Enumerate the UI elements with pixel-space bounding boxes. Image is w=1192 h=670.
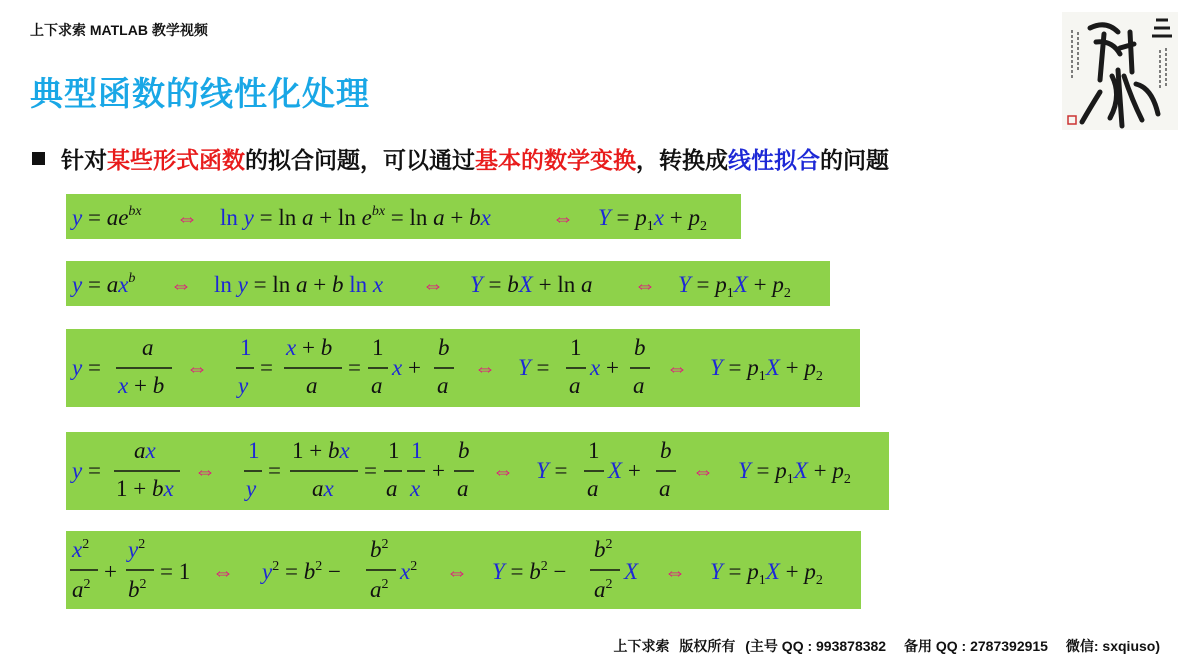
bullet-text-1: 针对 — [61, 147, 107, 173]
svg-text:=: = — [348, 355, 361, 380]
bullet-highlight-functions: 某些形式函数 — [107, 147, 245, 173]
svg-text:⇔: ⇔ — [634, 272, 656, 297]
svg-text:x + b: x + b — [118, 373, 165, 398]
footer-rights: 版权所有 — [679, 638, 736, 654]
slide-title: 典型函数的线性化处理 — [30, 75, 370, 112]
svg-text:ax: ax — [134, 438, 156, 463]
bullet-text-4: 的问题 — [820, 147, 889, 173]
svg-text:=: = — [260, 355, 273, 380]
bullet-highlight-transform: 基本的数学变换 — [475, 147, 636, 173]
svg-text:y = aebx: $y = ae^{bx}$ — [72, 204, 142, 230]
svg-text:y = axb: $y = ax^b$ — [72, 271, 136, 297]
svg-text:1 + bx: 1 + bx — [292, 438, 350, 463]
svg-text:a: a — [633, 373, 645, 398]
svg-text:1: 1 — [588, 438, 600, 463]
svg-text:⇔: ⇔ — [186, 355, 208, 380]
svg-text:Y = p1x + p2: $Y = p_1x + p_2$ — [598, 205, 707, 234]
svg-text:⇔: ⇔ — [692, 458, 714, 483]
svg-text:y: y — [246, 476, 257, 501]
svg-text:1: 1 — [248, 438, 260, 463]
equation-box-ellipse — [66, 531, 861, 609]
svg-text:x2: $x^2$ — [400, 559, 418, 584]
svg-text:⇔: ⇔ — [176, 205, 198, 230]
svg-text:Y =: Y = — [536, 458, 568, 483]
svg-text:X +: X + — [608, 458, 641, 483]
svg-text:+: + — [104, 559, 117, 584]
svg-text:Y = b2 −: $Y = b^2$ − — [492, 559, 567, 584]
copyright-footer — [613, 636, 1160, 656]
bullet-square-icon — [32, 152, 45, 165]
svg-text:⇔: ⇔ — [666, 355, 688, 380]
bullet-text-2: 的拟合问题，可以通过 — [245, 147, 475, 173]
svg-text:ln y = ln a + b ln x: ln y = ln a + b ln x — [214, 272, 384, 297]
svg-text:y: y — [238, 373, 249, 398]
svg-text:b2: $b^2$ — [128, 577, 147, 602]
svg-text:X: X — [624, 559, 639, 584]
svg-text:⇔: ⇔ — [474, 355, 496, 380]
footer-wechat: 微信: sxqiuso) — [1065, 638, 1160, 654]
svg-text:a2: $a^2$ — [370, 577, 389, 602]
svg-text:1: 1 — [240, 335, 252, 360]
svg-text:a2: $a^2$ — [594, 577, 613, 602]
svg-text:Y = bX + ln a: Y = bX + ln a — [470, 272, 593, 297]
svg-text:⇔: ⇔ — [194, 458, 216, 483]
svg-text:1: 1 — [388, 438, 400, 463]
svg-text:x2: $x^2$ — [72, 537, 90, 562]
svg-text:⇔: ⇔ — [664, 559, 686, 584]
svg-text:a: a — [569, 373, 581, 398]
svg-text:a: a — [142, 335, 154, 360]
svg-text:b2: $b^2$ — [594, 537, 613, 562]
svg-text:b: b — [438, 335, 450, 360]
equation-box-power — [66, 261, 830, 306]
svg-text:=: = — [364, 458, 377, 483]
svg-text:+: + — [432, 458, 445, 483]
calligraphy-seal-logo — [1060, 10, 1180, 132]
footer-backup-qq: 备用 QQ : 2787392915 — [904, 638, 1048, 654]
equation-box-saturation — [66, 432, 889, 510]
svg-text:a: a — [386, 476, 398, 501]
svg-text:x + b: x + b — [286, 335, 333, 360]
bullet-text-3: ，转换成 — [636, 147, 728, 173]
svg-text:⇔: ⇔ — [170, 272, 192, 297]
svg-text:x: x — [410, 476, 421, 501]
footer-main-qq: (主号 QQ : 993878382 — [745, 638, 887, 654]
svg-text:⇔: ⇔ — [422, 272, 444, 297]
svg-text:1 + bx: 1 + bx — [116, 476, 174, 501]
svg-text:Y = p1X + p2: $Y = p_1X + p_2$ — [710, 355, 823, 384]
svg-text:b: b — [660, 438, 672, 463]
svg-text:a2: $a^2$ — [72, 577, 91, 602]
svg-text:⇔: ⇔ — [446, 559, 468, 584]
bullet-line — [32, 142, 889, 175]
footer-owner: 上下求索 — [613, 638, 670, 654]
svg-text:b: b — [458, 438, 470, 463]
svg-text:a: a — [587, 476, 599, 501]
svg-text:=: = — [268, 458, 281, 483]
svg-text:⇔: ⇔ — [552, 205, 574, 230]
svg-text:a: a — [659, 476, 671, 501]
svg-text:y =: y = — [72, 458, 101, 483]
svg-text:ln y = ln a + ln ebx = ln a +: $\ln y = \ln a + \ln e^{bx} = \ln a$ + bx — [220, 204, 491, 230]
svg-text:b: b — [634, 335, 646, 360]
svg-text:y2: $y^2$ — [128, 537, 146, 562]
svg-text:Y = p1X + p2: $Y = p_1X + p_2$ — [738, 458, 851, 487]
svg-text:1: 1 — [411, 438, 423, 463]
svg-text:= 1: = 1 — [160, 559, 191, 584]
svg-text:x +: x + — [590, 355, 619, 380]
svg-text:1: 1 — [570, 335, 582, 360]
bullet-highlight-linear-fit: 线性拟合 — [728, 147, 820, 173]
equation-box-hyperbolic — [66, 329, 860, 407]
svg-text:a: a — [371, 373, 383, 398]
svg-text:a: a — [457, 476, 469, 501]
svg-text:b2: $b^2$ — [370, 537, 389, 562]
svg-text:Y = p1X + p2: $Y = p_1X + p_2$ — [678, 272, 791, 301]
equation-box-exponential — [66, 194, 741, 239]
svg-text:ax: ax — [312, 476, 334, 501]
svg-text:Y = p1X + p2: $Y = p_1X + p_2$ — [710, 559, 823, 588]
svg-text:a: a — [437, 373, 449, 398]
svg-text:⇔: ⇔ — [492, 458, 514, 483]
svg-text:1: 1 — [372, 335, 384, 360]
svg-text:x +: x + — [392, 355, 421, 380]
svg-text:a: a — [306, 373, 318, 398]
header-text: 上下求索 MATLAB 教学视频 — [30, 22, 208, 38]
svg-text:⇔: ⇔ — [212, 559, 234, 584]
svg-text:Y =: Y = — [518, 355, 550, 380]
svg-text:y2 = b2 −: $y^2 = b^2$ − — [262, 559, 341, 584]
svg-text:y =: y = — [72, 355, 101, 380]
